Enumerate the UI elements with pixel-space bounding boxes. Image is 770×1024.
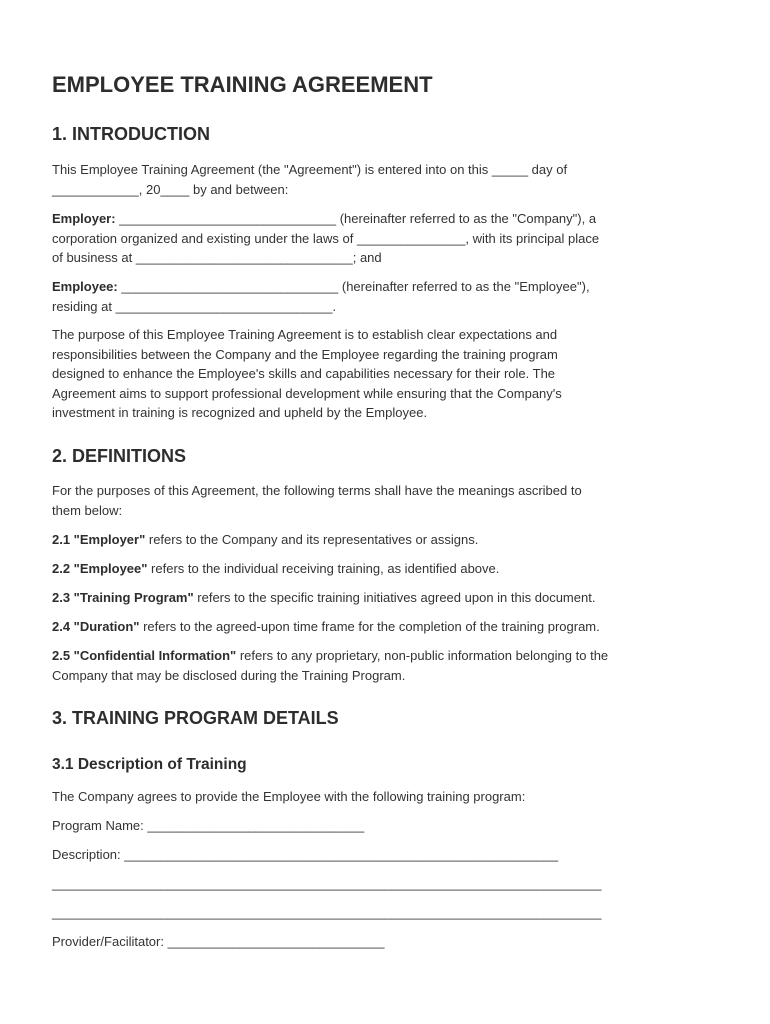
purpose-line: responsibilities between the Company and the Employee regarding the training program	[52, 346, 558, 362]
definition-term: 2.2 "Employee"	[52, 561, 148, 576]
provider-field: Provider/Facilitator: ______________________________	[52, 934, 385, 949]
definition-text: refers to the individual receiving training, as identified above.	[147, 561, 500, 576]
employer-line-rest: ______________________________ (hereinafter referred to as the "Company"), a	[115, 211, 597, 226]
definition-term: 2.3 "Training Program"	[52, 590, 194, 605]
definition-item	[52, 588, 724, 608]
intro-line: ____________, 20____ by and between:	[52, 181, 289, 197]
employee-label: Employee:	[52, 279, 118, 294]
employer-line: corporation organized and existing under the laws of _______________, with its principal place	[52, 230, 600, 246]
definition-term: 2.1 "Employer"	[52, 532, 146, 547]
employer-line: of business at ______________________________; and	[52, 250, 382, 265]
purpose-line: Agreement aims to support professional development while ensuring that the Company's	[52, 385, 562, 401]
employer-line	[52, 209, 724, 229]
definition-item	[52, 617, 724, 637]
purpose-line: investment in training is recognized and upheld by the Employee.	[52, 405, 428, 420]
description-field: Description: ____________________________________________________________	[52, 847, 559, 862]
definition-item	[52, 530, 724, 550]
definition-text: refers to the specific training initiatives agreed upon in this document.	[193, 590, 596, 605]
definition-item	[52, 559, 724, 579]
description-blank-line: ____________________________________________________________________________	[52, 876, 602, 891]
employee-line: residing at ______________________________.	[52, 298, 337, 314]
employee-line	[52, 277, 724, 297]
purpose-paragraph	[52, 325, 724, 423]
definition-text: refers to any proprietary, non-public information belonging to the	[236, 648, 609, 663]
purpose-line: The purpose of this Employee Training Agreement is to establish clear expectations and	[52, 327, 558, 342]
definition-line	[52, 646, 724, 666]
training-program-heading: 3. TRAINING PROGRAM DETAILS	[52, 708, 339, 728]
description-of-training-subheading: 3.1 Description of Training	[52, 756, 247, 773]
definitions-lead-line: For the purposes of this Agreement, the following terms shall have the meanings ascribed to	[52, 483, 582, 498]
definition-text: refers to the Company and its representatives or assigns.	[145, 532, 479, 547]
purpose-line: designed to enhance the Employee's skills and capabilities necessary for their role. The	[52, 366, 556, 381]
description-blank-line: ____________________________________________________________________________	[52, 905, 602, 920]
program-name-field: Program Name: ______________________________	[52, 818, 365, 833]
intro-paragraph	[52, 160, 724, 199]
employee-line-rest: ______________________________ (hereinafter referred to as the "Employee"),	[117, 279, 590, 294]
definition-item	[52, 646, 724, 685]
definition-term: 2.4 "Duration"	[52, 619, 140, 634]
introduction-heading: 1. INTRODUCTION	[52, 124, 211, 144]
training-lead: The Company agrees to provide the Employee with the following training program:	[52, 789, 526, 804]
definition-term: 2.5 "Confidential Information"	[52, 648, 237, 663]
definitions-lead-line: them below:	[52, 502, 123, 518]
employer-label: Employer:	[52, 211, 116, 226]
definition-line: Company that may be disclosed during the Training Program.	[52, 667, 406, 683]
intro-line: This Employee Training Agreement (the "Agreement") is entered into on this _____ day of	[52, 162, 568, 177]
definitions-lead	[52, 481, 724, 520]
definitions-heading: 2. DEFINITIONS	[52, 446, 187, 466]
employer-paragraph	[52, 209, 724, 268]
employee-paragraph	[52, 277, 724, 316]
definition-text: refers to the agreed-upon time frame for the completion of the training program.	[139, 619, 600, 634]
document-title: EMPLOYEE TRAINING AGREEMENT	[52, 72, 433, 97]
